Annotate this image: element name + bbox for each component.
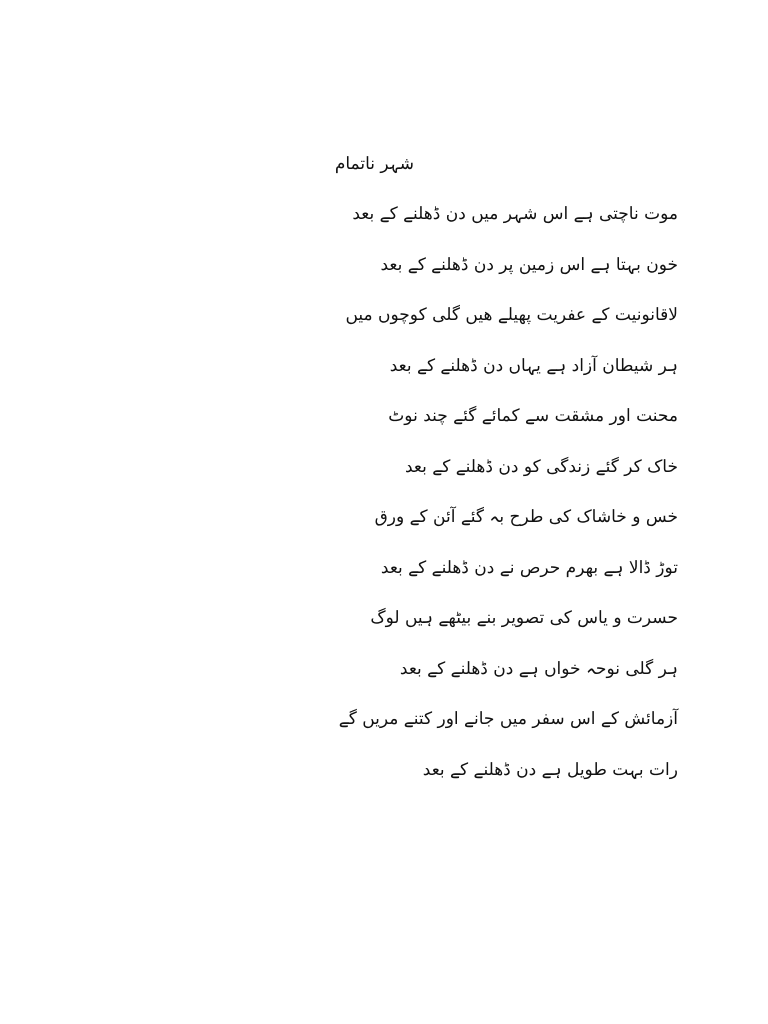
- poem-title: شہر ناتمام: [334, 154, 414, 174]
- verse-line-10: ہر گلی نوحہ خواں ہے دن ڈھلنے کے بعد: [399, 658, 678, 679]
- verse-line-8: توڑ ڈالا ہے بھرم حرص نے دن ڈھلنے کے بعد: [380, 557, 678, 578]
- verse-line-7: خس و خاشاک کی طرح بہ گئے آئن کے ورق: [374, 507, 678, 527]
- verse-line-5: محنت اور مشقت سے کمائے گئے چند نوٹ: [388, 406, 678, 426]
- verse-line-3: لاقانونیت کے عفریت پھیلے ھیں گلی کوچوں میں: [345, 305, 678, 325]
- verse-line-12: رات بہت طویل ہے دن ڈھلنے کے بعد: [422, 759, 678, 780]
- poem-body: [338, 199, 678, 805]
- verse-line-4: ہر شیطان آزاد ہے یہاں دن ڈھلنے کے بعد: [389, 355, 678, 376]
- verse-line-6: خاک کر گئے زندگی کو دن ڈھلنے کے بعد: [404, 456, 678, 477]
- verse-line-11: آزمائش کے اس سفر میں جانے اور کتنے مریں گے: [338, 709, 678, 729]
- verse-line-1: موت ناچتی ہے اس شہر میں دن ڈھلنے کے بعد: [352, 204, 678, 224]
- verse-line-2: خون بہتا ہے اس زمین پر دن ڈھلنے کے بعد: [380, 254, 678, 275]
- verse-line-9: حسرت و یاس کی تصویر بنے بیٹھے ہیں لوگ: [370, 608, 678, 628]
